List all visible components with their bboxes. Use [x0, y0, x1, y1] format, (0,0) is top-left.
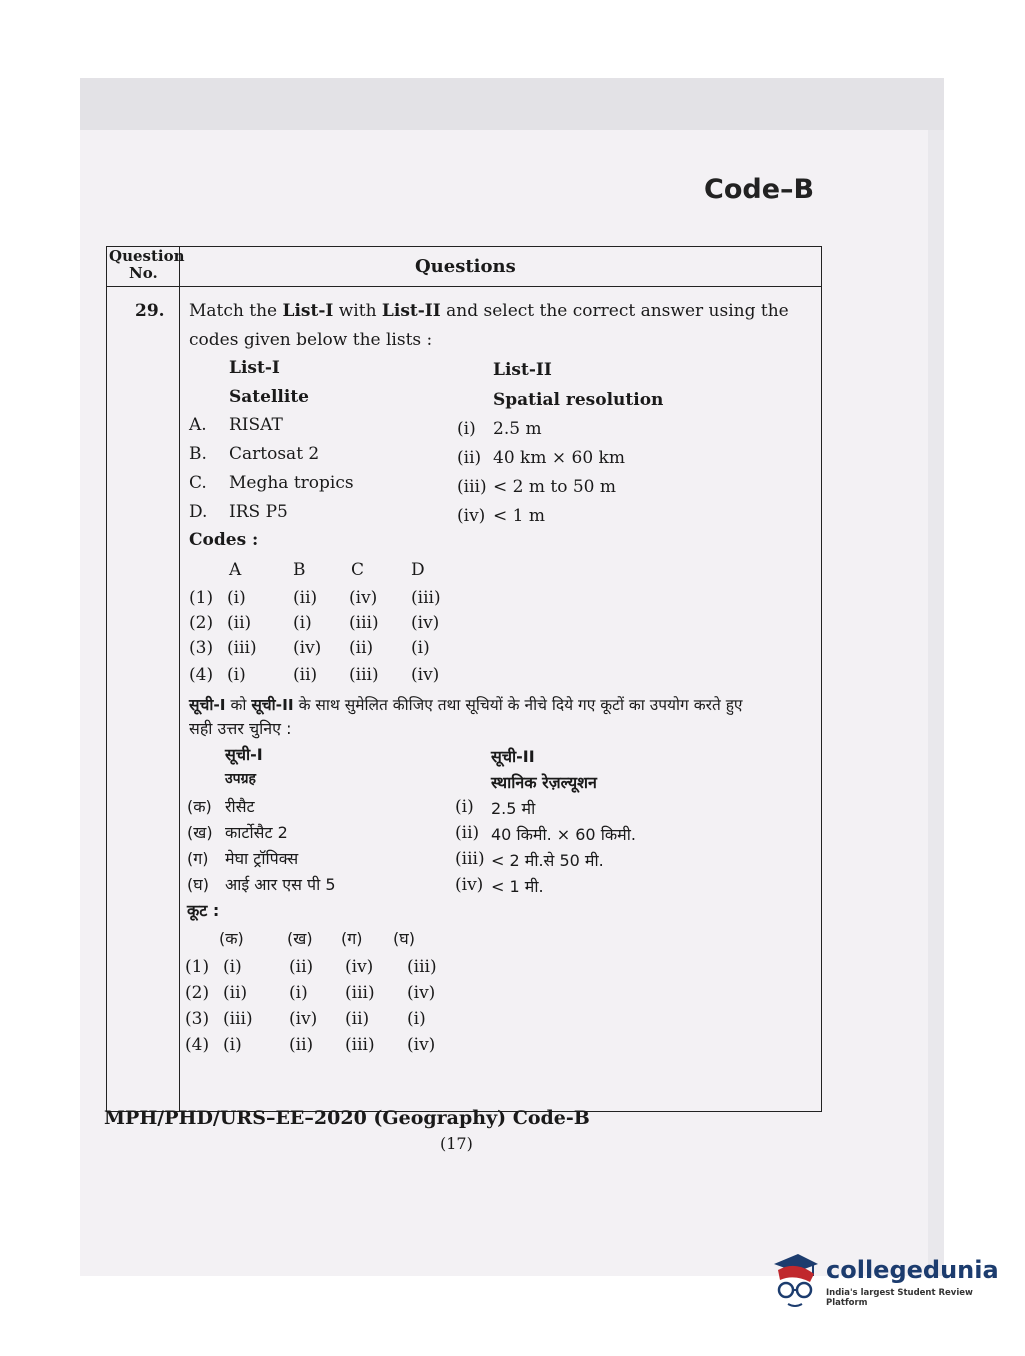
hindi-code-head-ka: (क): [219, 929, 244, 948]
option-1-c: (iv): [349, 588, 378, 608]
hindi-codes-label: कूट :: [187, 901, 220, 920]
student-mascot-icon: [768, 1252, 822, 1312]
code-head-a: A: [229, 560, 242, 580]
hindi-option-2-c: (iii): [345, 983, 375, 1003]
page-number: (17): [440, 1134, 473, 1153]
hindi-option-3-label: (3): [185, 1009, 210, 1029]
header-divider: [107, 286, 821, 287]
list2-title: List-II: [493, 360, 552, 380]
list1-item-a: RISAT: [229, 415, 283, 435]
hindi-list1-key-kha: (ख): [187, 823, 213, 842]
hindi-option-1-label: (1): [185, 957, 210, 977]
hindi-list2-key-iv: (iv): [455, 875, 484, 895]
list1-title: List-I: [229, 358, 280, 378]
option-4-a: (i): [227, 665, 246, 685]
english-instruction-line2: codes given below the lists :: [189, 330, 433, 350]
list1-item-b: Cartosat 2: [229, 444, 320, 464]
hindi-list2-item-i: 2.5 मी: [491, 799, 536, 818]
hindi-option-1-b: (ii): [289, 957, 314, 977]
hindi-list1-key-ga: (ग): [187, 849, 209, 868]
logo-wordmark: collegedunia: [826, 1256, 999, 1284]
hindi-list2-item-iv: < 1 मी.: [491, 877, 544, 896]
codes-label: Codes :: [189, 530, 259, 550]
option-3-b: (iv): [293, 638, 322, 658]
list1-key-a: A.: [189, 415, 207, 435]
hindi-list2-key-iii: (iii): [455, 849, 485, 869]
hindi-list2-subtitle: स्थानिक रेज़ल्यूशन: [491, 773, 597, 792]
hindi-code-head-ga: (ग): [341, 929, 363, 948]
hindi-instruction-line1: सूची-I को सूची-II के साथ सुमेलित कीजिए तथा सूचियों के नीचे दिये गए कूटों का उपयोग करते हुए: [189, 696, 743, 714]
hindi-option-4-b: (ii): [289, 1035, 314, 1055]
list2-subtitle: Spatial resolution: [493, 390, 664, 410]
list1-subtitle: Satellite: [229, 387, 310, 407]
hindi-list1-item-gha: आई आर एस पी 5: [225, 875, 336, 894]
option-4-b: (ii): [293, 665, 318, 685]
hindi-code-head-gha: (घ): [393, 929, 415, 948]
list2-item-i: 2.5 m: [493, 419, 542, 439]
option-4-label: (4): [189, 665, 214, 685]
hindi-list2-item-ii: 40 किमी. × 60 किमी.: [491, 825, 636, 844]
hindi-option-1-a: (i): [223, 957, 242, 977]
question-number: 29.: [135, 301, 165, 321]
list2-key-iii: (iii): [457, 477, 487, 497]
list1-key-b: B.: [189, 444, 207, 464]
list2-item-iv: < 1 m: [493, 506, 545, 526]
option-1-d: (iii): [411, 588, 441, 608]
hindi-list1-title: सूची-I: [225, 745, 263, 764]
hindi-option-2-d: (iv): [407, 983, 436, 1003]
hindi-option-1-d: (iii): [407, 957, 437, 977]
hindi-option-4-d: (iv): [407, 1035, 436, 1055]
hindi-option-4-c: (iii): [345, 1035, 375, 1055]
hindi-list2-key-i: (i): [455, 797, 474, 817]
hindi-list1-subtitle: उपग्रह: [225, 771, 256, 787]
hindi-code-head-kha: (ख): [287, 929, 313, 948]
hindi-option-4-a: (i): [223, 1035, 242, 1055]
code-head-d: D: [411, 560, 425, 580]
hindi-list1-key-gha: (घ): [187, 875, 209, 894]
qno-header-line1: Question: [109, 247, 185, 265]
hindi-list1-item-ka: रीसैट: [225, 797, 255, 816]
list1-item-c: Megha tropics: [229, 473, 354, 493]
code-head-c: C: [351, 560, 365, 580]
list2-key-i: (i): [457, 419, 476, 439]
scan-page-edge: [928, 130, 944, 1276]
list2-item-ii: 40 km × 60 km: [493, 448, 625, 468]
hindi-list1-item-ga: मेघा ट्रॉपिक्स: [225, 849, 299, 868]
hindi-option-4-label: (4): [185, 1035, 210, 1055]
option-2-b: (i): [293, 613, 312, 633]
logo-tagline: India's largest Student Review Platform: [826, 1288, 973, 1308]
questions-header: Questions: [415, 256, 516, 277]
hindi-option-2-b: (i): [289, 983, 308, 1003]
hindi-option-3-c: (ii): [345, 1009, 370, 1029]
hindi-option-3-b: (iv): [289, 1009, 318, 1029]
code-head-b: B: [293, 560, 306, 580]
option-3-d: (i): [411, 638, 430, 658]
hindi-list2-key-ii: (ii): [455, 823, 480, 843]
hindi-option-2-a: (ii): [223, 983, 248, 1003]
hindi-option-2-label: (2): [185, 983, 210, 1003]
english-instruction-line1: Match the List-I with List-II and select the correct answer using the: [189, 301, 789, 321]
hindi-list2-title: सूची-II: [491, 747, 535, 766]
list1-key-c: C.: [189, 473, 207, 493]
option-2-c: (iii): [349, 613, 379, 633]
paper-code: Code–B: [704, 174, 815, 205]
hindi-list2-item-iii: < 2 मी.से 50 मी.: [491, 851, 604, 870]
column-divider: [179, 247, 180, 1111]
hindi-option-3-d: (i): [407, 1009, 426, 1029]
option-3-c: (ii): [349, 638, 374, 658]
hindi-instruction-line2: सही उत्तर चुनिए :: [189, 719, 292, 738]
list2-key-iv: (iv): [457, 506, 486, 526]
option-1-a: (i): [227, 588, 246, 608]
hindi-option-1-c: (iv): [345, 957, 374, 977]
option-4-c: (iii): [349, 665, 379, 685]
paper-footer: MPH/PHD/URS–EE–2020 (Geography) Code-B: [104, 1107, 590, 1129]
option-2-d: (iv): [411, 613, 440, 633]
scan-top-shadow: [80, 78, 944, 130]
hindi-list1-key-ka: (क): [187, 797, 212, 816]
option-1-b: (ii): [293, 588, 318, 608]
qno-header-line2: No.: [129, 264, 158, 282]
option-3-label: (3): [189, 638, 214, 658]
option-2-label: (2): [189, 613, 214, 633]
option-4-d: (iv): [411, 665, 440, 685]
collegedunia-logo: [768, 1252, 998, 1312]
list1-key-d: D.: [189, 502, 208, 522]
option-1-label: (1): [189, 588, 214, 608]
list1-item-d: IRS P5: [229, 502, 288, 522]
hindi-option-3-a: (iii): [223, 1009, 253, 1029]
list2-item-iii: < 2 m to 50 m: [493, 477, 617, 497]
hindi-list1-item-kha: कार्टोसैट 2: [225, 823, 288, 842]
question-table: [106, 246, 822, 1112]
option-3-a: (iii): [227, 638, 257, 658]
option-2-a: (ii): [227, 613, 252, 633]
list2-key-ii: (ii): [457, 448, 482, 468]
